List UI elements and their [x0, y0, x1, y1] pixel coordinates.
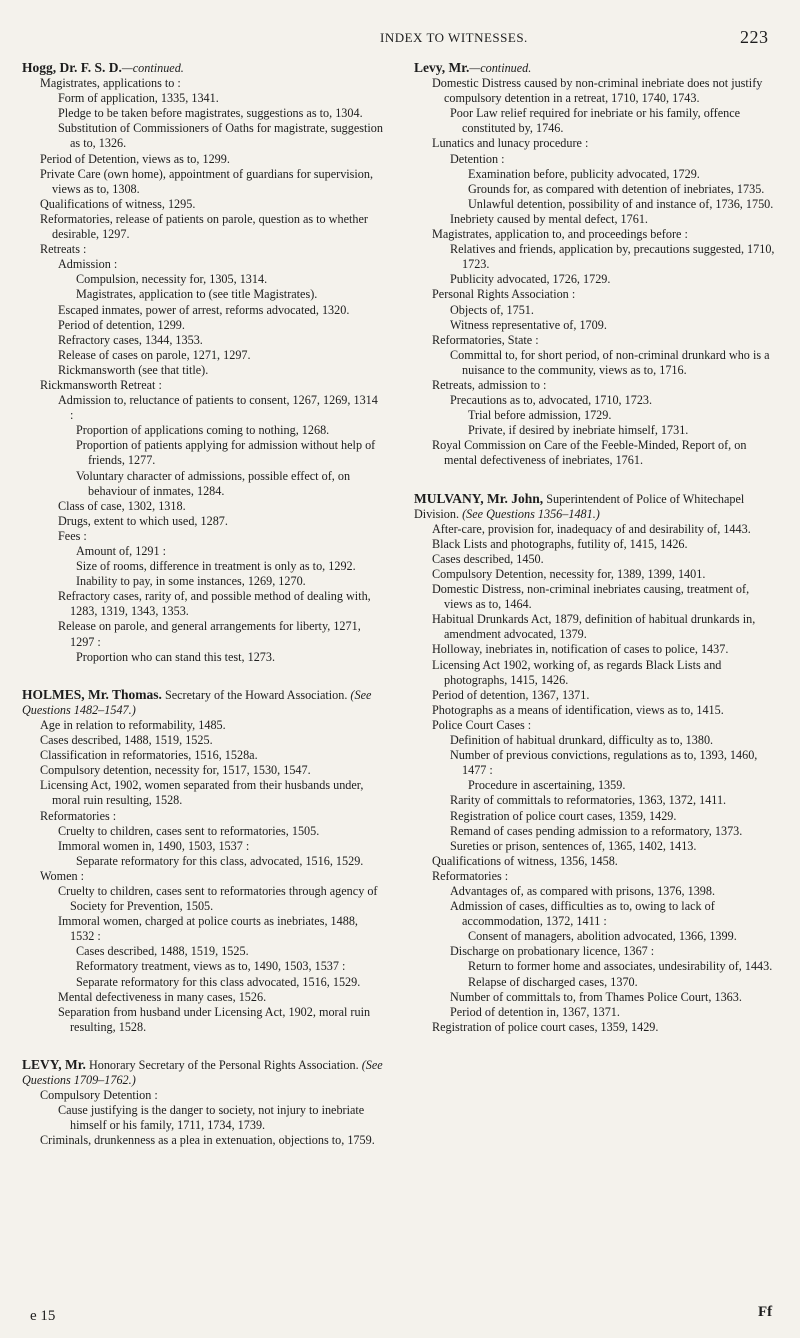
index-line: Retreats, admission to : — [432, 377, 547, 392]
index-line: Detention : — [450, 151, 505, 166]
index-line: Release on parole, and general arrangements for liberty, 1271, 1297 : — [58, 619, 361, 649]
index-line: Admission of cases, difficulties as to, owing to lack of accommodation, 1372, 1411 : — [450, 899, 715, 929]
index-line: Cases described, 1488, 1519, 1525. — [76, 944, 249, 959]
index-line: Substitution of Commissioners of Oaths for magistrate, suggestion as to, 1326. — [58, 121, 383, 151]
witness-description: Secretary of the Howard Association. — [164, 687, 348, 702]
index-line: Return to former home and associates, undesirability of, 1443. — [468, 959, 773, 974]
index-line: Period of detention in, 1367, 1371. — [450, 1004, 620, 1019]
witness-description: Superintendent of Police of Whitechapel Division. — [414, 491, 745, 521]
witness-name: MULVANY, Mr. John, — [414, 490, 544, 506]
index-line: Domestic Distress, non-criminal inebriates causing, treatment of, views as to, 1464. — [432, 582, 750, 612]
index-line: Compulsion, necessity for, 1305, 1314. — [76, 272, 268, 287]
index-line: Cases described, 1450. — [432, 551, 544, 566]
index-line: Publicity advocated, 1726, 1729. — [450, 272, 611, 287]
witness-name: LEVY, Mr. — [22, 1056, 86, 1072]
index-line: Escaped inmates, power of arrest, reforms advocated, 1320. — [58, 302, 350, 317]
index-line: Consent of managers, abolition advocated, 1366, 1399. — [468, 929, 737, 944]
witness-name: Hogg, Dr. F. S. D. — [22, 60, 122, 75]
index-line: Immoral women in, 1490, 1503, 1537 : — [58, 838, 250, 853]
question-reference: (See Questions 1709–1762.) — [22, 1057, 383, 1087]
index-line: Registration of police court cases, 1359, 1429. — [432, 1019, 659, 1034]
index-line: Rarity of committals to reformatories, 1363, 1372, 1411. — [450, 793, 727, 808]
index-line: Voluntary character of admissions, possible effect of, on behaviour of inmates, 1284. — [76, 468, 351, 498]
index-line: Discharge on probationary licence, 1367 : — [450, 944, 655, 959]
running-head — [0, 27, 800, 50]
index-line: Immoral women, charged at police courts as inebriates, 1488, 1532 : — [58, 914, 358, 944]
continued-label: —continued. — [121, 61, 184, 75]
index-line: Fees : — [58, 528, 87, 543]
index-line: Qualifications of witness, 1356, 1458. — [432, 853, 618, 868]
index-line: Private Care (own home), appointment of guardians for supervision, views as to, 1308. — [40, 166, 374, 196]
index-line: Sureties or prison, sentences of, 1365, 1402, 1413. — [450, 838, 697, 853]
index-line: Black Lists and photographs, futility of, 1415, 1426. — [432, 536, 688, 551]
signature-mark: Ff — [758, 1304, 773, 1320]
index-line: Procedure in ascertaining, 1359. — [468, 778, 626, 793]
index-line: Refractory cases, rarity of, and possible method of dealing with, 1283, 1319, 1343, 1353. — [58, 589, 371, 619]
witness-description: Honorary Secretary of the Personal Rights Association. — [88, 1057, 359, 1072]
index-line: Proportion of applications coming to nothing, 1268. — [76, 423, 330, 438]
index-line: Cruelty to children, cases sent to reformatories through agency of Society for Prevention, 1505. — [58, 883, 378, 914]
index-line: Holloway, inebriates in, notification of cases to police, 1437. — [432, 642, 729, 657]
index-line: Photographs as a means of identification, views as to, 1415. — [432, 702, 724, 717]
index-line: Registration of police court cases, 1359, 1429. — [450, 808, 677, 823]
index-line: Admission : — [58, 257, 118, 272]
running-title: INDEX TO WITNESSES. — [380, 30, 528, 45]
index-line: Number of committals to, from Thames Police Court, 1363. — [450, 989, 742, 1004]
index-line: Grounds for, as compared with detention of inebriates, 1735. — [468, 181, 765, 196]
witness-name: HOLMES, Mr. Thomas. — [22, 686, 162, 702]
index-line: Lunatics and lunacy procedure : — [432, 136, 589, 151]
index-line: Pledge to be taken before magistrates, suggestions as to, 1304. — [58, 106, 363, 121]
index-line: Private, if desired by inebriate himself, 1731. — [468, 423, 689, 438]
index-line: Inebriety caused by mental defect, 1761. — [450, 211, 648, 226]
index-line: Number of previous convictions, regulations as to, 1393, 1460, 1477 : — [450, 748, 758, 778]
index-line: Examination before, publicity advocated, 1729. — [468, 166, 700, 181]
index-line: Licensing Act, 1902, women separated from their husbands under, moral ruin resulting, 1528. — [40, 778, 364, 808]
index-line: Proportion who can stand this test, 1273. — [76, 649, 276, 664]
page-number: 223 — [740, 27, 769, 47]
levy-continued-entries — [414, 76, 780, 468]
hogg-entries — [22, 76, 384, 665]
index-line: Compulsory Detention, necessity for, 1389, 1399, 1401. — [432, 567, 706, 581]
index-line: Proportion of patients applying for admission without help of friends, 1277. — [76, 438, 376, 468]
index-line: Committal to, for short period, of non-criminal drunkard who is a nuisance to the community, views as to, 1716. — [450, 347, 770, 377]
index-line: Refractory cases, 1344, 1353. — [58, 332, 203, 347]
index-line: Reformatories, release of patients on parole, question as to whether desirable, 1297. — [40, 211, 368, 242]
left-column — [22, 60, 384, 1148]
index-line: Rickmansworth (see that title). — [58, 362, 209, 377]
index-line: Trial before admission, 1729. — [468, 408, 612, 423]
index-line: After-care, provision for, inadequacy of and desirability of, 1443. — [432, 521, 751, 536]
levy-entries — [22, 1088, 384, 1148]
index-line: Reformatories, State : — [432, 332, 539, 347]
index-line: Domestic Distress caused by non-criminal inebriate does not justify compulsory detention in a retreat, 1710, 1740, 1743. — [432, 76, 763, 106]
index-line: Witness representative of, 1709. — [450, 317, 607, 332]
index-line: Magistrates, application to (see title Magistrates). — [76, 287, 318, 302]
holmes-entries — [22, 718, 384, 1035]
index-line: Women : — [40, 868, 85, 883]
index-line: Class of case, 1302, 1318. — [58, 498, 186, 513]
entry-heading-hogg — [22, 60, 384, 76]
entry-heading-levy-continued — [414, 60, 780, 76]
index-line: Rickmansworth Retreat : — [40, 377, 162, 392]
index-line: Size of rooms, difference in treatment is only as to, 1292. — [76, 559, 356, 574]
question-reference: (See Questions 1356–1481.) — [462, 506, 600, 521]
entry-heading-levy — [22, 1057, 384, 1088]
continued-label: —continued. — [469, 61, 532, 75]
index-line: Period of Detention, views as to, 1299. — [40, 151, 230, 166]
index-line: Objects of, 1751. — [450, 302, 534, 317]
mulvany-entries — [414, 522, 780, 1035]
index-line: Period of detention, 1299. — [58, 317, 185, 332]
index-line: Cases described, 1488, 1519, 1525. — [40, 733, 213, 748]
index-line: Magistrates, applications to : — [40, 76, 181, 91]
index-line: Police Court Cases : — [432, 717, 532, 732]
index-line: Reformatories : — [432, 868, 509, 883]
index-line: Relapse of discharged cases, 1370. — [468, 974, 638, 989]
index-line: Cruelty to children, cases sent to reformatories, 1505. — [58, 823, 320, 838]
index-line: Precautions as to, advocated, 1710, 1723. — [450, 393, 653, 408]
index-line: Drugs, extent to which used, 1287. — [58, 513, 228, 528]
index-line: Separate reformatory for this class advocated, 1516, 1529. — [76, 974, 361, 989]
right-column — [414, 60, 780, 1035]
entry-heading-mulvany — [414, 491, 780, 522]
index-line: Admission to, reluctance of patients to consent, 1267, 1269, 1314 : — [58, 393, 378, 423]
index-line: Classification in reformatories, 1516, 1528a. — [40, 748, 258, 763]
index-line: Magistrates, application to, and proceedings before : — [432, 227, 688, 242]
witness-name: Levy, Mr. — [414, 60, 470, 75]
index-line: Unlawful detention, possibility of and instance of, 1736, 1750. — [468, 196, 774, 211]
index-line: Compulsory detention, necessity for, 1517, 1530, 1547. — [40, 763, 311, 778]
index-line: Licensing Act 1902, working of, as regards Black Lists and photographs, 1415, 1426. — [432, 657, 722, 687]
index-line: Definition of habitual drunkard, difficulty as to, 1380. — [450, 733, 714, 748]
question-reference: (See Questions 1482–1547.) — [22, 687, 372, 717]
index-line: Period of detention, 1367, 1371. — [432, 687, 590, 702]
index-line: Qualifications of witness, 1295. — [40, 196, 196, 211]
index-line: Remand of cases pending admission to a reformatory, 1373. — [450, 823, 743, 838]
index-line: Age in relation to reformability, 1485. — [40, 717, 226, 732]
index-line: Reformatories : — [40, 808, 117, 823]
index-line: Criminals, drunkenness as a plea in extenuation, objections to, 1759. — [40, 1133, 375, 1148]
signature-mark: e 15 — [30, 1308, 56, 1324]
index-line: Mental defectiveness in many cases, 1526. — [58, 989, 267, 1004]
index-line: Inability to pay, in some instances, 1269, 1270. — [76, 574, 306, 589]
index-line: Separation from husband under Licensing Act, 1902, moral ruin resulting, 1528. — [58, 1004, 371, 1034]
index-line: Form of application, 1335, 1341. — [58, 91, 219, 106]
index-line: Reformatory treatment, views as to, 1490, 1503, 1537 : — [76, 959, 346, 974]
index-line: Amount of, 1291 : — [76, 544, 167, 558]
entry-heading-holmes — [22, 687, 384, 718]
index-line: Release of cases on parole, 1271, 1297. — [58, 347, 251, 362]
index-line: Advantages of, as compared with prisons, 1376, 1398. — [450, 883, 716, 898]
index-line: Separate reformatory for this class, advocated, 1516, 1529. — [76, 853, 364, 868]
index-line: Habitual Drunkards Act, 1879, definition of habitual drunkards in, amendment advocated, 1379. — [432, 612, 756, 642]
index-line: Cause justifying is the danger to society, not injury to inebriate himself or his family, 1711, 1734, 1739. — [58, 1103, 365, 1133]
index-line: Relatives and friends, application by, precautions suggested, 1710, 1723. — [450, 242, 775, 272]
index-line: Retreats : — [40, 242, 87, 257]
index-line: Royal Commission on Care of the Feeble-Minded, Report of, on mental defectiveness of inebriates, 1761. — [432, 438, 747, 468]
index-line: Poor Law relief required for inebriate or his family, offence constituted by, 1746. — [450, 106, 741, 136]
index-line: Personal Rights Association : — [432, 287, 576, 302]
index-line: Compulsory Detention : — [40, 1088, 158, 1103]
